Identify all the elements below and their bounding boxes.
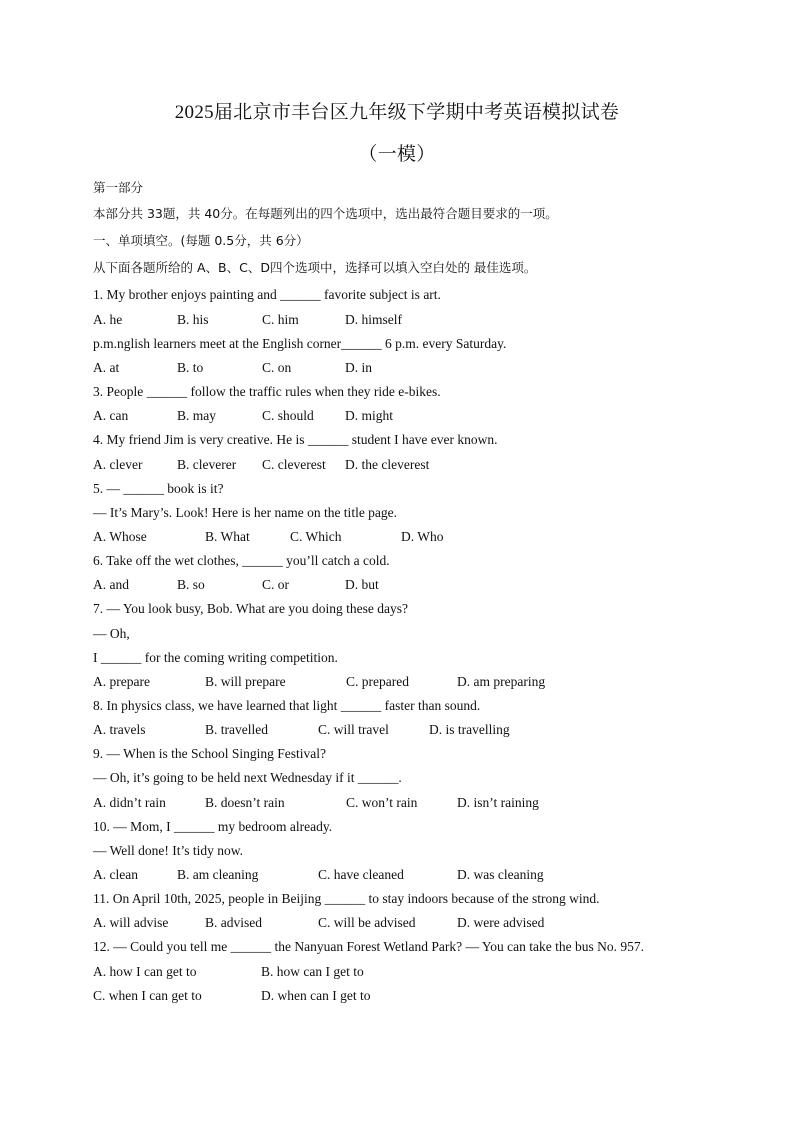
option-c: C. when I can get to [93,988,202,1003]
option-b: B. to [177,360,204,375]
option-b: B. cleverer [177,457,237,472]
option-a: A. clean [93,867,138,882]
question-stem: 1. My brother enjoys painting and ______ favorite subject is art. [93,287,441,302]
option-a: A. travels [93,722,146,737]
option-c: C. cleverest [262,457,326,472]
option-c: C. will travel [318,722,389,737]
option-c: C. or [262,577,289,592]
question-stem: 10. — Mom, I ______ my bedroom already. [93,819,333,834]
question-stem: 11. On April 10th, 2025, people in Beijing ______ to stay indoors because of the strong wind. [93,891,600,906]
option-c: C. prepared [346,674,409,689]
option-a: A. at [93,360,120,375]
option-b: B. will prepare [205,674,286,689]
option-b: B. What [205,529,250,544]
question-stem: 12. — Could you tell me ______ the Nanyuan Forest Wetland Park? — You can take the bus No. 957. [93,939,644,954]
option-a: A. can [93,408,129,423]
option-b: B. advised [205,915,262,930]
option-d: D. is travelling [429,722,510,737]
option-d: D. the cleverest [345,457,430,472]
exam-subtitle: （一模） [358,144,436,165]
option-d: D. in [345,360,372,375]
option-a: A. will advise [93,915,169,930]
option-d: D. isn’t raining [457,795,539,810]
question-stem: — It’s Mary’s. Look! Here is her name on the title page. [93,505,398,520]
section-heading: 一、单项填空。(每题 0.5分，共 6分） [93,233,309,248]
option-d: D. Who [401,529,444,544]
question-stem: 4. My friend Jim is very creative. He is ______ student I have ever known. [93,432,498,447]
question-stem: — Oh, it’s going to be held next Wednesday if it ______. [93,770,402,785]
option-d: D. but [345,577,379,592]
option-a: A. he [93,312,123,327]
option-a: A. clever [93,457,143,472]
option-c: C. should [262,408,314,423]
option-d: D. am preparing [457,674,546,689]
option-b: B. am cleaning [177,867,259,882]
option-c: C. him [262,312,299,327]
option-c: C. on [262,360,292,375]
question-stem: 9. — When is the School Singing Festival? [93,746,326,761]
option-a: A. and [93,577,129,592]
question-stem: — Well done! It’s tidy now. [93,843,244,858]
option-c: C. Which [290,529,342,544]
option-b: B. doesn’t rain [205,795,285,810]
option-d: D. himself [345,312,402,327]
option-a: A. Whose [93,529,147,544]
question-stem: — Oh, [93,626,130,641]
option-a: A. prepare [93,674,150,689]
question-stem: 8. In physics class, we have learned that light ______ faster than sound. [93,698,481,713]
option-c: C. will be advised [318,915,416,930]
exam-title: 2025届北京市丰台区九年级下学期中考英语模拟试卷 [174,102,620,123]
option-c: C. have cleaned [318,867,404,882]
part-heading: 第一部分 [93,180,144,195]
question-stem: I ______ for the coming writing competition. [93,650,338,665]
part-description: 本部分共 33题，共 40分。在每题列出的四个选项中，选出最符合题目要求的一项。 [93,206,558,221]
option-b: B. his [177,312,209,327]
option-d: D. was cleaning [457,867,544,882]
question-stem: 7. — You look busy, Bob. What are you doing these days? [93,601,408,616]
option-b: B. so [177,577,205,592]
option-b: B. travelled [205,722,268,737]
option-a: A. how I can get to [93,964,197,979]
section-instruction: 从下面各题所给的 A、B、C、D四个选项中，选择可以填入空白处的 最佳选项。 [93,260,537,275]
option-b: B. may [177,408,216,423]
question-stem: 5. — ______ book is it? [93,481,224,496]
question-stem: 3. People ______ follow the traffic rules when they ride e-bikes. [93,384,441,399]
question-stem: 6. Take off the wet clothes, ______ you’ll catch a cold. [93,553,390,568]
option-c: C. won’t rain [346,795,418,810]
option-d: D. when can I get to [261,988,371,1003]
question-stem: p.m.nglish learners meet at the English corner______ 6 p.m. every Saturday. [93,336,507,351]
option-d: D. might [345,408,394,423]
option-d: D. were advised [457,915,545,930]
option-b: B. how can I get to [261,964,364,979]
option-a: A. didn’t rain [93,795,166,810]
